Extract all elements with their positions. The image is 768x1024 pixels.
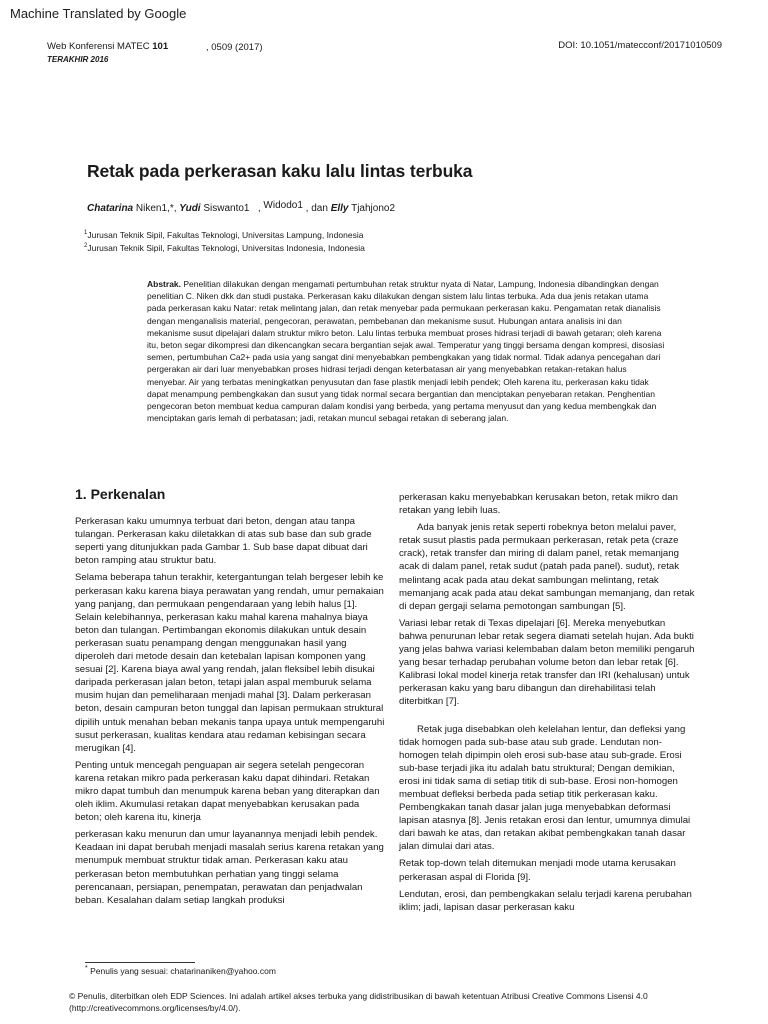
article-number: , 0509 (2017) [206,42,263,53]
paragraph: Variasi lebar retak di Texas dipelajari [6]. Mereka menyebutkan bahwa penurunan lebar retak segera diamati setelah hujan. Ada bukti yang jelas bahwa variasi kelembaban dalam beton memiliki pengaruh yang besar terhadap perubahan volume beton dan lebar retak [6]. Kalibrasi lokal model kinerja retak transfer dan IRI (kehalusan) untuk perkerasan kaku yang baru dibangun dan direhabilitasi telah diterbitkan [7]. [399,617,695,708]
author-separator: , [173,203,177,214]
affiliation [84,241,365,254]
abstract [147,278,667,424]
right-column [399,491,695,918]
affiliation-number: 2 [84,242,88,249]
paragraph: Ada banyak jenis retak seperti robeknya beton melalui paver, retak susut plastis pada permukaan perkerasan, retak peta (craze crack), retak transfer dan miring di dalam panel, retak memanjang acak di dalam panel, retak sudut (patah pada panel). sudut), retak melintang acak pada atau dekat sambungan melintang, retak memanjang acak pada atau dekat sambungan memanjang, dan retak di depan gergaji selama pemotongan sambungan [5]. [399,522,695,612]
paper-title: Retak pada perkerasan kaku lalu lintas terbuka [87,161,473,181]
footnote [85,965,276,976]
author-name: Widodo1 [263,200,303,211]
paragraph: Selama beberapa tahun terakhir, ketergantungan telah bergeser lebih ke perkerasan kaku karena biaya perawatan yang rendah, umur pemakaian yang panjang, dan permukaan pengendaraan yang lebih halus [1]. Selain kelebihannya, perkerasan kaku mahal karena mahalnya biaya beton dan tulangan. Pertimbangan ekonomis dilakukan untuk desain perkerasan suatu penampang dengan menggunakan hasil yang diperoleh dari metode desain dan ketebalan lapisan komponen yang sesuai [2]. Karena biaya awal yang rendah, jalan fleksibel lebih disukai daripada perkerasan jalan beton, tetapi jalan aspal memburuk selama musim hujan dan pemeliharaan menjadi mahal [3]. Dalam perkerasan beton, desain campuran beton tunggal dan lapisan permukaan struktural dipilih untuk menahan beban mekanis tanpa upaya untuk mempengaruhi susut perkerasan, kualitas kendara atau redaman kebisingan secara merugikan [4]. [75,572,385,754]
affiliations [84,228,365,254]
footnote-mark: * [85,965,88,972]
author-list [87,200,396,214]
author-name: Tjahjono2 [351,203,396,214]
affiliation-number: 1 [84,230,88,236]
paragraph: perkerasan kaku menyebabkan kerusakan beton, retak mikro dan retakan yang lebih luas. [399,492,678,517]
doi: DOI: 10.1051/matecconf/20171010509 [558,40,722,51]
affiliation [84,228,365,241]
author-separator: , [257,203,261,214]
author-separator: , dan [305,203,328,214]
paragraph: Retak juga disebabkan oleh kelelahan lentur, dan defleksi yang tidak homogen pada sub-base atau sub grade. Lendutan non-homogen telah dipimpin oleh erosi sub-base atau sub-grade. Erosi sub-base terjadi jika itu adalah batu struktural; Dengan demikian, erosi ini tidak sama di setiap titik di sub-base. Erosi non-homogen membuat defleksi berbeda pada setiap titik perkerasan kaku. Pembengkakan tanah dasar jalan juga menyebabkan deformasi lapisan atasnya [8]. Jenis retakan erosi dan lentur, umumnya dimulai dari bawah ke atas, dan retakan akibat pembengkakan tanah dasar jalan dimulai dari atas. [399,723,691,853]
footnote-rule [85,962,195,963]
machine-translation-banner: Machine Translated by Google [10,6,187,21]
paragraph: Lendutan, erosi, dan pembengkakan selalu terjadi karena perubahan iklim; jadi, lapisan dasar perkerasan kaku [399,888,692,913]
author-name: Niken1,* [135,203,174,214]
author-name: Siswanto1 [203,203,250,214]
affiliation-text: Jurusan Teknik Sipil, Fakultas Teknologi, Universitas Indonesia, Indonesia [87,242,365,253]
abstract-text: Penelitian dilakukan dengan mengamati pertumbuhan retak struktur nyata di Natar, Lampung, Indonesia dibandingkan dengan penelitian C. Niken dkk dan studi pustaka. Perkerasan kaku dilakukan dengan sistem lalu lintas terbuka. Ada dua jenis retakan utama pada perkerasan kaku Natar: retak melintang jalan, dan retak menyebar pada permukaan perkerasan kaku. Pengamatan retak dianalisis dengan menganalisis material, pengecoran, perawatan, pembebanan dan mekanisme susut. Hubungan antara analisis ini dan mekanisme susut dipelajari dalam struktur mikro beton. Lalu lintas terbuka membuat proses hidrasi terjadi di bawah getaran; oleh karena itu, beton segar dikompresi dan dikencangkan secara bergantian sejak awal. Temperatur yang tinggi bersama dengan kompresi, disosiasi semen, pertumbuhan Ca2+ pada usia yang sangat dini menyebabkan pembengkakan yang tidak normal. Tidak adanya pencegahan dari pergerakan air dari luar menyebabkan proses hidrasi terjadi dengan keterbatasan air yang menyebabkan retakan-retakan halus menyebar. Air yang terbatas meningkatkan penyusutan dan fase plastik menjadi lebih pendek; Oleh karena itu, perkerasan kaku tidak dapat menampung pembengkakan dan susut yang tidak normal secara bergantian dan menciptakan penyebaran retakan. Penghentian pengecoran beton membuat kedua campuran dalam kondisi yang berbeda, yang pertama menyusut dan yang kedua membengkak dan menciptakan garis lemah di perbatasan; jadi, retakan muncul sebagai retakan di seberang jalan. [147,279,665,424]
license-notice: © Penulis, diterbitkan oleh EDP Sciences. Ini adalah artikel akses terbuka yang didistribusikan di bawah ketentuan Atribusi Creative Commons Lisensi 4.0 (http://creativecommons.org/licenses/by/4.0/). [69,991,648,1013]
footnote-text: Penulis yang sesuai: chatarinaniken@yahoo.com [90,965,276,976]
journal-name: Web Konferensi MATEC [47,41,150,52]
section-heading: 1. Perkenalan [75,486,166,502]
abstract-label: Abstrak. [147,279,182,289]
paragraph: Retak top-down telah ditemukan menjadi mode utama kerusakan perkerasan aspal di Florida [9]. [399,858,676,883]
journal-edition: TERAKHIR 2016 [47,55,109,64]
author-given: Yudi [179,203,201,214]
author-given: Chatarina [87,203,134,214]
paragraph: Perkerasan kaku umumnya terbuat dari beton, dengan atau tanpa tulangan. Perkerasan kaku diletakkan di atas sub base dan sub grade seperti yang ditunjukkan pada Gambar 1. Sub base dapat dibuat dari beton ramping atau struktur batu. [75,516,372,567]
author-given: Elly [330,203,349,214]
paragraph: perkerasan kaku menurun dan umur layanannya menjadi lebih pendek. Keadaan ini dapat berubah menjadi masalah serius karena retakan yang menumpuk membuat struktur tidak aman. Perkerasan kaku atau perkerasan beton membutuhkan perhatian yang tinggi selama perencanaan, persiapan, penempatan, perawatan dan penjadwalan beban. Kesalahan dalam setiap langkah produksi [75,829,384,906]
journal-header [47,40,168,66]
left-column [75,488,385,911]
paragraph: Penting untuk mencegah penguapan air segera setelah pengecoran karena retakan mikro pada perkerasan kaku dapat dihindari. Retakan mikro dapat tumbuh dan menumpuk karena beban yang diterapkan dan oleh iklim. Akumulasi retakan dapat menyebabkan kerusakan pada beton; oleh karena itu, kinerja [75,759,380,824]
affiliation-text: Jurusan Teknik Sipil, Fakultas Teknologi, Universitas Lampung, Indonesia [87,229,364,240]
journal-volume: 101 [152,41,169,52]
